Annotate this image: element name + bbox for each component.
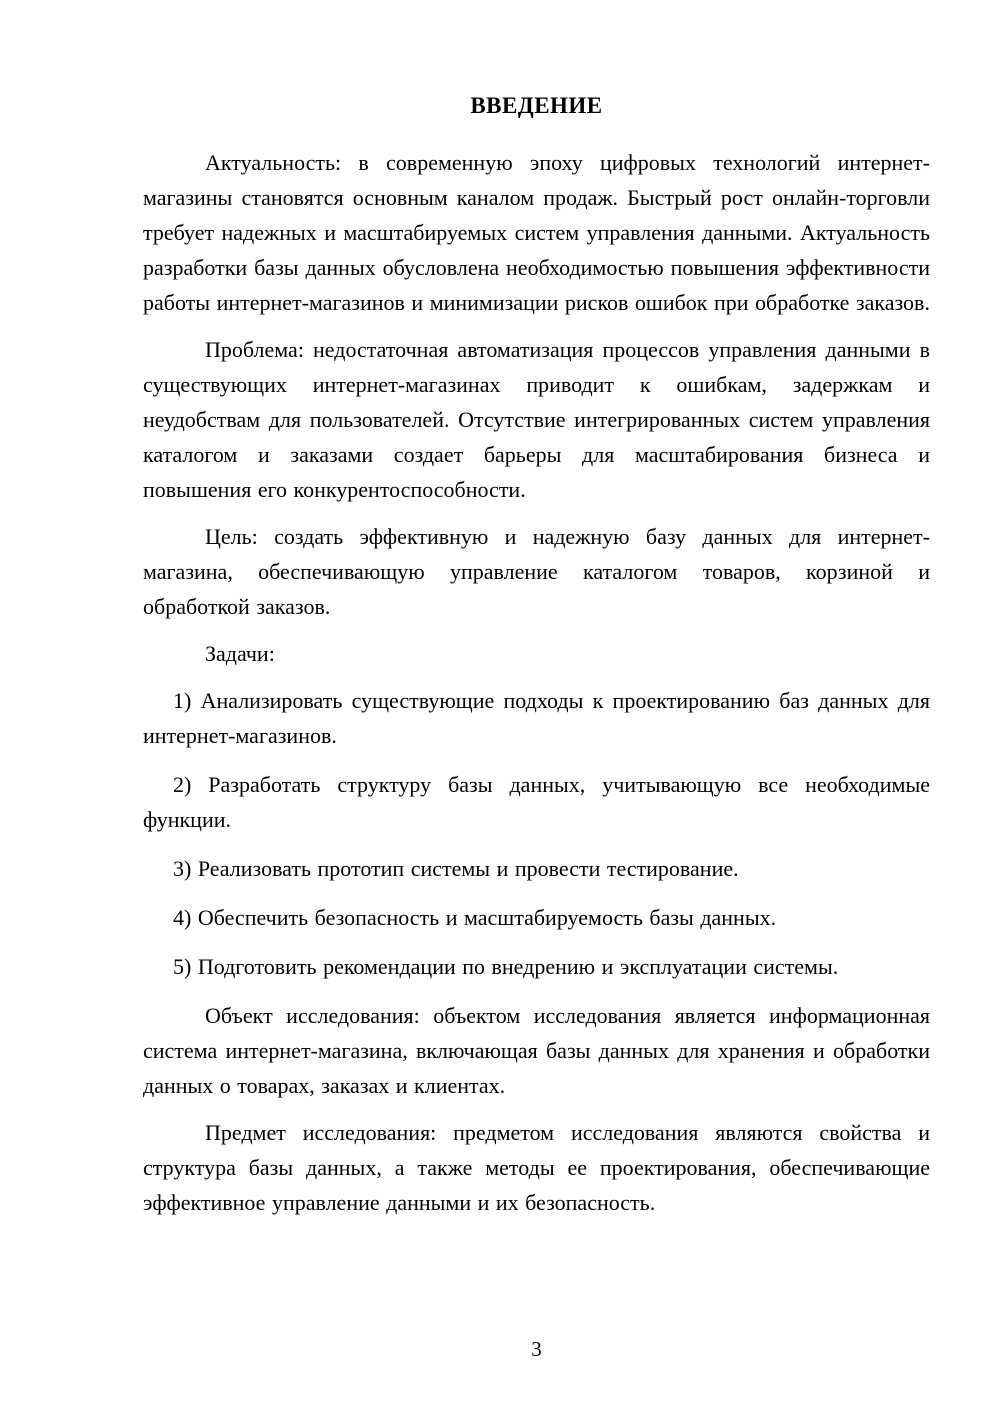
tasks-heading: Задачи: [205, 641, 275, 666]
task-item-4: 4) Обеспечить безопасность и масштабируемость базы данных. [173, 905, 777, 930]
task-item-5: 5) Подготовить рекомендации по внедрению и эксплуатации системы. [173, 954, 839, 979]
task-item-1: 1) Анализировать существующие подходы к проектированию баз данных для интернет-магазинов. [143, 688, 930, 748]
paragraph-object: Объект исследования: объектом исследования является информационная система интернет-магазина, включающая базы данных для хранения и обработки данных о товарах, заказах и клиентах. [143, 1003, 930, 1098]
paragraph-subject: Предмет исследования: предметом исследования являются свойства и структура базы данных, а также методы ее проектирования, обеспечивающие эффективное управление данными и их безопасность. [143, 1120, 930, 1215]
paragraph-problem: Проблема: недостаточная автоматизация процессов управления данными в существующих интернет-магазинах приводит к ошибкам, задержкам и неудобствам для пользователей. Отсутствие интегрированных систем управления каталогом и заказами создает барьеры для масштабирования бизнеса и повышения его конкурентоспособности. [143, 337, 930, 502]
paragraph-goal: Цель: создать эффективную и надежную базу данных для интернет-магазина, обеспечивающую управление каталогом товаров, корзиной и обработкой заказов. [143, 524, 930, 619]
paragraph-relevance: Актуальность: в современную эпоху цифровых технологий интернет-магазины становятся основным каналом продаж. Быстрый рост онлайн-торговли требует надежных и масштабируемых систем управления данными. Актуальность разработки базы данных обусловлена необходимостью повышения эффективности работы интернет-магазинов и минимизации рисков ошибок при обработке заказов. [143, 150, 930, 315]
task-item-3: 3) Реализовать прототип системы и провести тестирование. [173, 856, 739, 881]
page-title: ВВЕДЕНИЕ [470, 93, 603, 118]
task-item-2: 2) Разработать структуру базы данных, учитывающую все необходимые функции. [143, 772, 930, 832]
page-number: 3 [531, 1337, 542, 1361]
